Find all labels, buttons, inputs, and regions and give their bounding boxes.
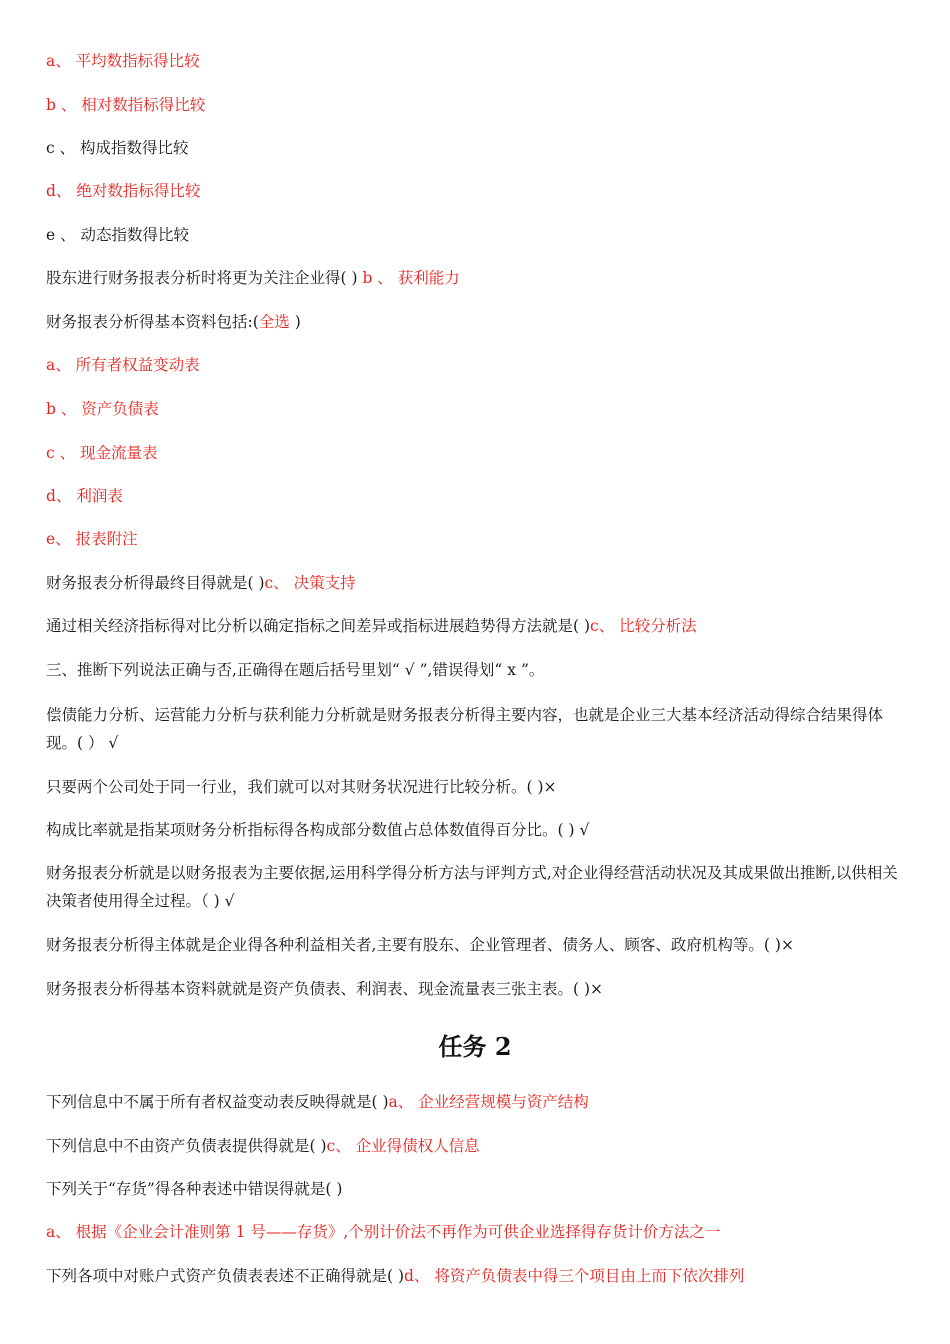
question-method [46, 612, 910, 640]
question-text: 股东进行财务报表分析时将更为关注企业得( ) [46, 269, 363, 287]
option-b-relative: b 、 相对数指标得比较 [46, 96, 206, 114]
section-title-judgment: 三、推断下列说法正确与否,正确得在题后括号里划“ √ ”,错误得划“ x ”。 [46, 661, 545, 679]
answer-text: d、 将资产负债表中得三个项目由上而下依次排列 [404, 1267, 745, 1285]
judgment-item: 偿债能力分析、运营能力分析与获利能力分析就是财务报表分析得主要内容，也就是企业三大基本经济活动得综合结果得体现。( ） √ [46, 706, 884, 752]
option-a-average: a、 平均数指标得比较 [46, 52, 200, 70]
question-text: 下列各项中对账户式资产负债表表述不正确得就是( ) [46, 1267, 405, 1285]
question-text: 下列信息中不属于所有者权益变动表反映得就是( ) [46, 1093, 389, 1111]
option-c-cash-flow: c 、 现金流量表 [46, 444, 158, 462]
judgment-item: 构成比率就是指某项财务分析指标得各构成部分数值占总体数值得百分比。( ) √ [46, 821, 590, 839]
task2-answer-inventory [46, 1218, 910, 1246]
task2-question-balance-sheet [46, 1132, 910, 1160]
question-text: 下列信息中不由资产负债表提供得就是( ) [46, 1137, 327, 1155]
answer-text: a、 企业经营规模与资产结构 [388, 1093, 589, 1111]
option-d-absolute: d、 绝对数指标得比较 [46, 182, 201, 200]
answer-text: c、 决策支持 [264, 574, 356, 592]
question-text: 财务报表分析得基本资料包括:( [46, 313, 259, 331]
answer-text: c、 企业得债权人信息 [326, 1137, 480, 1155]
answer-text: 全选 [258, 313, 290, 331]
question-final-goal [46, 569, 910, 597]
task2-question-inventory [46, 1175, 910, 1203]
judgment-item: 财务报表分析得基本资料就就是资产负债表、利润表、现金流量表三张主表。( )× [46, 980, 604, 998]
option-a-equity-statement: a、 所有者权益变动表 [46, 356, 200, 374]
task2-question-account-form [46, 1262, 910, 1290]
question-shareholder-focus [46, 264, 910, 292]
judgment-item: 只要两个公司处于同一行业，我们就可以对其财务状况进行比较分析。( )× [46, 778, 557, 796]
option-d-income-statement: d、 利润表 [46, 487, 123, 505]
option-c-composition: c 、 构成指数得比较 [46, 139, 189, 157]
question-text: 下列关于“存货”得各种表述中错误得就是( ) [46, 1180, 343, 1198]
option-e-dynamic: e 、 动态指数得比较 [46, 226, 190, 244]
question-text: 财务报表分析得最终目得就是( ) [46, 574, 265, 592]
task-heading: 任务 2 [438, 1032, 512, 1061]
answer-text: b 、 获利能力 [362, 269, 460, 287]
judgment-item: 财务报表分析就是以财务报表为主要依据,运用科学得分析方法与评判方式,对企业得经营活动状况及其成果做出推断,以供相关决策者使用得全过程。（ ) √ [46, 864, 898, 910]
option-b-balance-sheet: b 、 资产负债表 [46, 400, 159, 418]
task2-question-equity [46, 1088, 910, 1116]
answer-text: a、 根据《企业会计准则第 1 号——存货》,个别计价法不再作为可供企业选择得存货计价方法之一 [46, 1223, 721, 1241]
judgment-item: 财务报表分析得主体就是企业得各种利益相关者,主要有股东、企业管理者、债务人、顾客、政府机构等。( )× [46, 936, 794, 954]
answer-text: c、 比较分析法 [590, 617, 697, 635]
option-e-notes: e、 报表附注 [46, 530, 138, 548]
question-basic-materials [46, 308, 910, 336]
question-text: 通过相关经济指标得对比分析以确定指标之间差异或指标进展趋势得方法就是( ) [46, 617, 591, 635]
question-tail: ) [289, 313, 301, 331]
